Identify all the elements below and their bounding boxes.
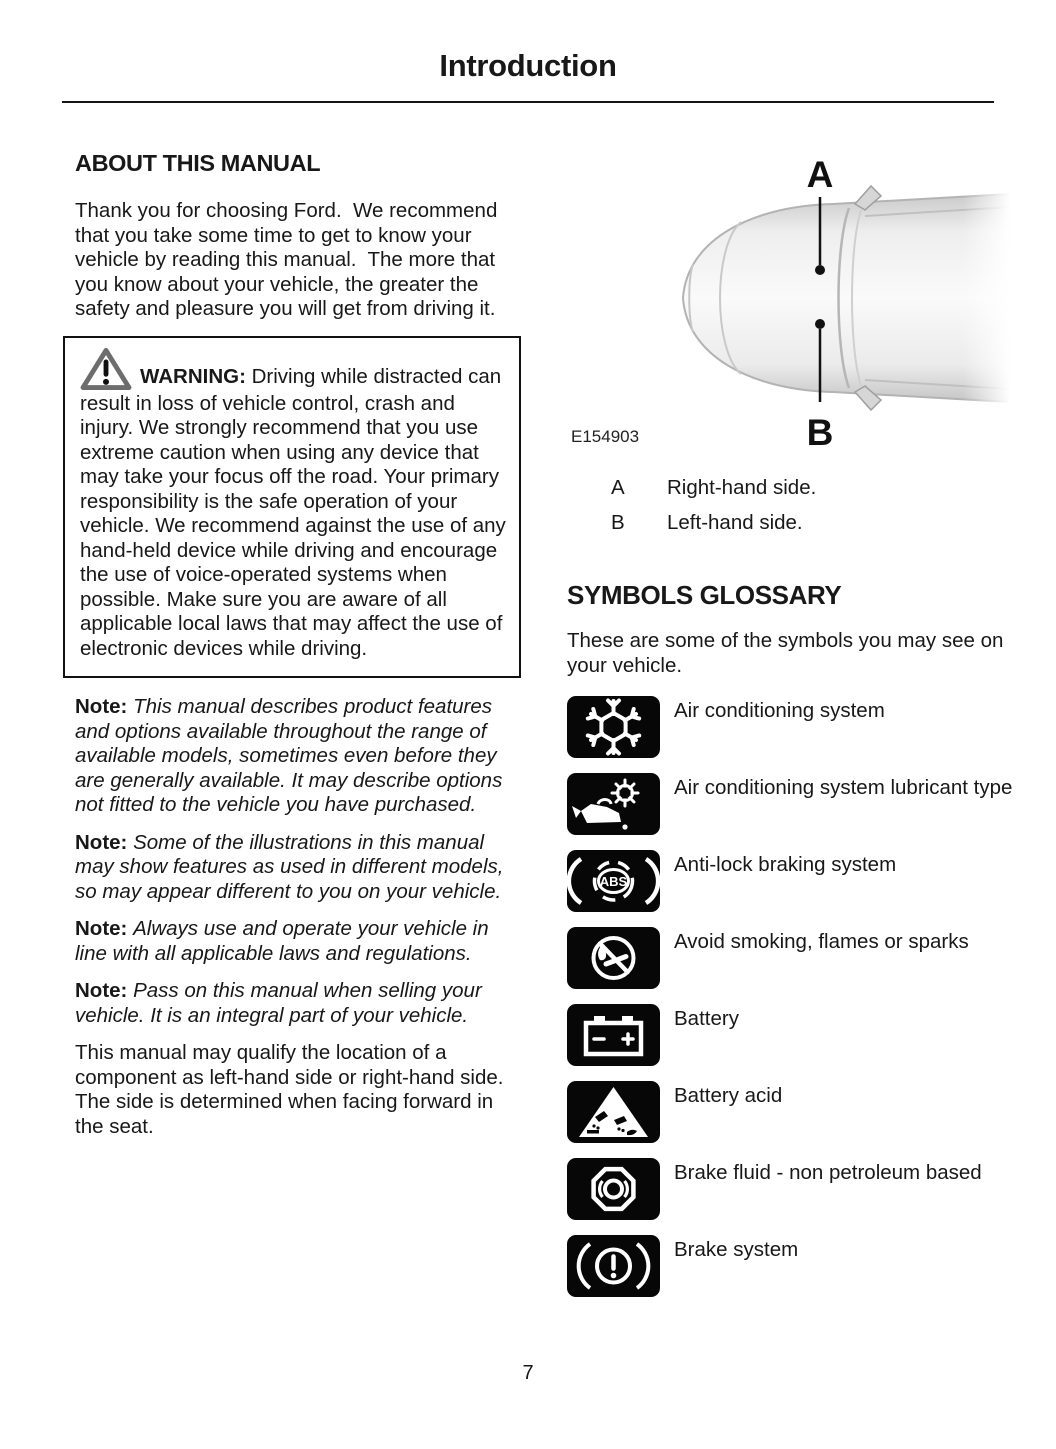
symbol-row — [567, 1004, 1015, 1066]
callout-a-label: A — [806, 154, 834, 195]
legend-row — [565, 509, 1015, 536]
note-label: Note: — [75, 830, 128, 854]
air-conditioning-icon — [567, 696, 660, 758]
symbol-label: Air conditioning system — [674, 699, 885, 722]
right-column — [565, 140, 1015, 1360]
header-rule — [62, 101, 994, 103]
legend-text: Left-hand side. — [667, 511, 803, 534]
intro-paragraph: Thank you for choosing Ford. We recommend that you take some time to get to know your vehicle by reading this manual. The more that you know about your vehicle, the greater the safety and pleasure you will get from driving it. — [75, 199, 504, 320]
ac-lubricant-icon — [567, 773, 660, 835]
note-paragraph — [75, 831, 521, 905]
figure-code: E154903 — [571, 427, 640, 446]
note-label: Note: — [75, 695, 128, 718]
note-text: Some of the illustrations in this manual may show features as used in different models, so may appear different to you on your vehicle. — [75, 830, 504, 903]
symbol-row — [567, 696, 1015, 758]
warning-paragraph — [80, 346, 507, 662]
legend-text: Right-hand side. — [667, 476, 817, 499]
note-text: Pass on this manual when selling your vehicle. It is an integral part of your vehicle. — [75, 979, 482, 1027]
symbol-row — [567, 850, 1015, 912]
symbol-row — [567, 1235, 1015, 1297]
symbol-row — [567, 773, 1015, 835]
warning-triangle-icon — [80, 346, 132, 392]
symbol-label: Battery acid — [674, 1084, 783, 1107]
symbol-label: Air conditioning system lubricant type — [674, 776, 1013, 799]
note-label: Note: — [75, 979, 128, 1002]
note-text: Always use and operate your vehicle in line with all applicable laws and regulations. — [75, 917, 489, 965]
note-label: Note: — [75, 917, 128, 940]
note-paragraph — [75, 979, 521, 1028]
symbol-label: Anti-lock braking system — [674, 853, 897, 876]
car-body — [683, 184, 1010, 412]
symbols-intro: These are some of the symbols you may see on your vehicle. — [567, 629, 1004, 677]
symbol-label: Battery — [674, 1007, 739, 1030]
symbols-list — [567, 696, 1015, 1312]
symbol-row — [567, 1081, 1015, 1143]
warning-box — [63, 336, 521, 679]
svg-text:ABS: ABS — [599, 874, 628, 889]
vehicle-top-view-figure — [565, 146, 1010, 456]
note-text: This manual describes product features and options available throughout the range of available models, sometimes even before they are generally available. It may describe options not fitted to the vehicle you have purchased. — [75, 695, 503, 816]
abs-icon — [567, 850, 660, 912]
legend-key: B — [611, 511, 625, 534]
battery-acid-icon — [567, 1081, 660, 1143]
callout-b-label: B — [806, 412, 834, 453]
page-number: 7 — [522, 1362, 534, 1384]
warning-label: WARNING: — [140, 364, 246, 388]
symbol-label: Avoid smoking, flames or sparks — [674, 930, 969, 953]
symbol-row — [567, 927, 1015, 989]
no-smoking-icon — [567, 927, 660, 989]
battery-icon — [567, 1004, 660, 1066]
symbol-label: Brake fluid - non petroleum based — [674, 1161, 982, 1184]
warning-text: Driving while distracted can result in loss of vehicle control, crash and injury. We strongly recommend that you use extreme caution when using any device that may take your focus off the road. Your primary responsibility is the safe operation of your vehicle. We recommend against the use of any hand-held device while driving and encourage the use of voice-operated systems when possible. Make sure you are aware of all applicable local laws that may affect the use of electronic devices while driving. — [80, 364, 506, 660]
page-title: Introduction — [439, 48, 617, 83]
about-section — [63, 140, 521, 1152]
brake-fluid-icon — [567, 1158, 660, 1220]
note-paragraph — [75, 695, 521, 818]
about-heading: ABOUT THIS MANUAL — [75, 150, 321, 176]
note-paragraph — [75, 917, 521, 966]
symbol-label: Brake system — [674, 1238, 799, 1261]
legend-key: A — [611, 476, 625, 499]
symbol-row — [567, 1158, 1015, 1220]
legend-row — [565, 474, 1015, 501]
symbols-heading: SYMBOLS GLOSSARY — [567, 580, 842, 610]
brake-system-icon — [567, 1235, 660, 1297]
figure-legend — [565, 474, 1015, 544]
closing-paragraph: This manual may qualify the location of a component as left-hand side or right-hand side. The side is determined when facing forward in the seat. — [75, 1041, 515, 1138]
